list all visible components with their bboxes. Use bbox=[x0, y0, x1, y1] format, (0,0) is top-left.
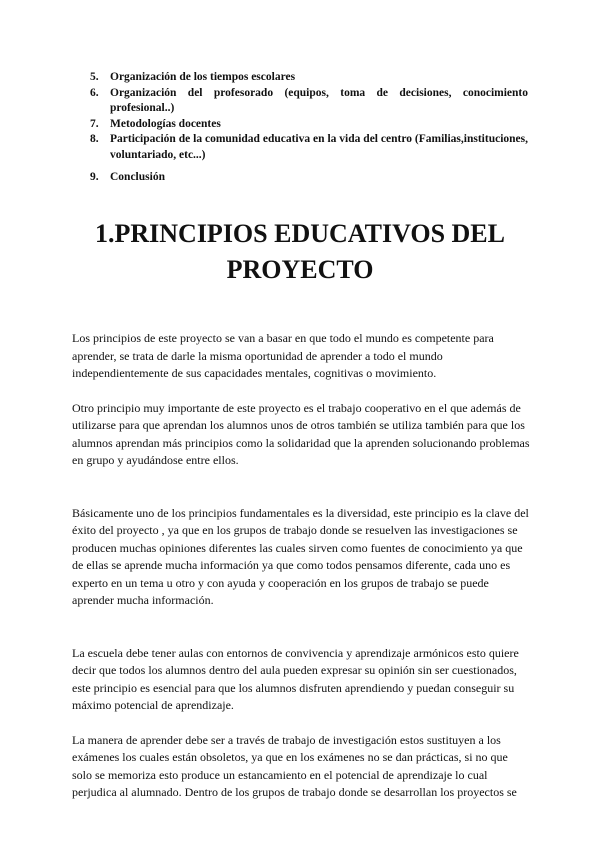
toc-item bbox=[90, 117, 528, 133]
toc-text: Organización del profesorado (equipos, toma de decisiones, conocimiento profesional..) bbox=[110, 86, 528, 114]
toc-text: Organización de los tiempos escolares bbox=[110, 71, 296, 83]
body-text bbox=[72, 330, 530, 802]
paragraph: La escuela debe tener aulas con entornos de convivencia y aprendizaje armónicos esto quiere decir que todos los alumnos dentro del aula pueden expresar su opinión sin ser cuestionados, este principio es esencial para que los alumnos disfruten aprendiendo y puedan conseguir su máximo potencial de aprendizaje. bbox=[72, 645, 519, 712]
paragraph: Básicamente uno de los principios fundamentales es la diversidad, este principio es la clave del éxito del proyecto , ya que en los grupos de trabajo donde se resuelven las investigaciones se producen muchas opiniones diferentes las cuales sirven como fuentes de conocimiento ya que de ellas se aprende mucha información ya que como todos pensamos diferente, cada uno es experto en un tema u otro y con ayuda y cooperación en los grupos de trabajo se puede aprender mucha información. bbox=[72, 505, 529, 607]
toc-item bbox=[90, 170, 528, 186]
toc-number: 6. bbox=[90, 86, 99, 99]
toc-text: Participación de la comunidad educativa en la vida del centro (Familias,instituciones, voluntariado, etc...) bbox=[110, 133, 528, 161]
toc-text: Metodologías docentes bbox=[110, 117, 221, 130]
toc-item bbox=[90, 86, 528, 117]
toc-number: 8. bbox=[90, 133, 99, 145]
toc-number: 7. bbox=[90, 117, 99, 130]
toc-number: 5. bbox=[90, 71, 99, 83]
toc-item bbox=[90, 70, 528, 86]
toc-text: Conclusión bbox=[110, 171, 165, 183]
toc-number: 9. bbox=[90, 171, 99, 183]
paragraph: La manera de aprender debe ser a través de trabajo de investigación estos sustituyen a los exámenes los cuales están obsoletos, ya que en los exámenes no se dan prácticas, si no que solo se memoriza esto produce un estancamiento en el potencial de aprendizaje lo cual perjudica al alumnado. Dentro de los grupos de trabajo donde se desarrollan los proyectos se bbox=[72, 732, 517, 799]
paragraph: Los principios de este proyecto se van a basar en que todo el mundo es competente para aprender, se trata de darle la misma oportunidad de aprender a todo el mundo independientemente de sus capacidades mentales, cognitivas o movimiento. bbox=[72, 331, 494, 380]
section-title: 1.PRINCIPIOS EDUCATIVOS DEL PROYECTO bbox=[94, 219, 505, 284]
table-of-contents bbox=[90, 70, 528, 186]
toc-item bbox=[90, 132, 528, 163]
paragraph: Otro principio muy importante de este proyecto es el trabajo cooperativo en el que además de utilizarse para que aprendan los alumnos unos de otros también se utiliza también para que los alumnos aprendan más principios como la solidaridad que la aprenden solucionando problemas en grupo y ayudándose entre ellos. bbox=[72, 400, 530, 467]
